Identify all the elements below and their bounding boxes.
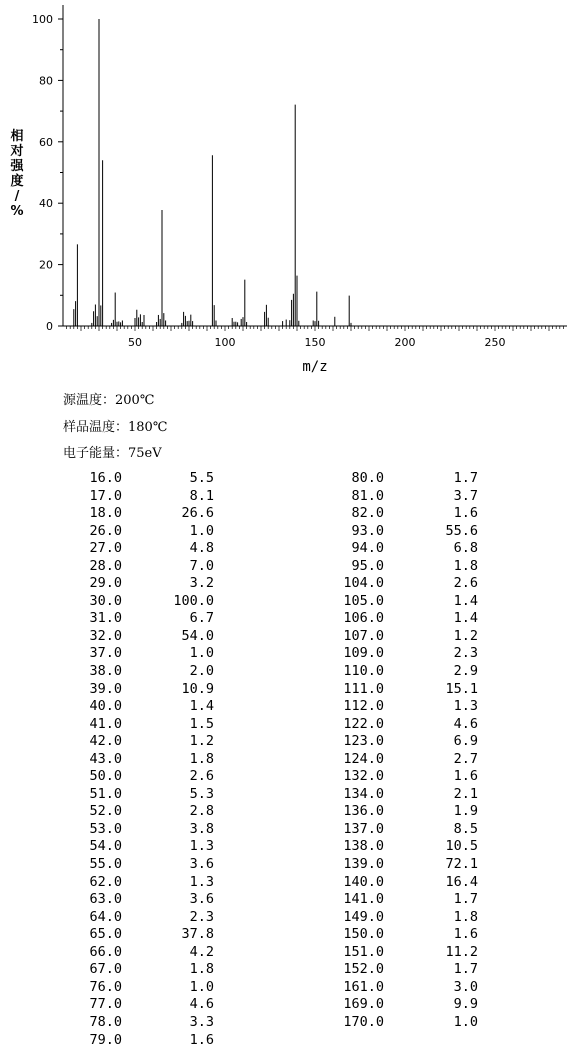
- peak-table-row: [60, 628, 220, 646]
- peak-table-row: [320, 768, 480, 786]
- peak-mz-value: 122.0: [343, 716, 384, 734]
- peak-abundance-value: 4.6: [454, 716, 478, 734]
- peak-table-row: [320, 488, 480, 506]
- peak-mz-value: 124.0: [343, 751, 384, 769]
- peak-table-row: [60, 821, 220, 839]
- peak-table-row: [60, 470, 220, 488]
- peak-abundance-value: 54.0: [181, 628, 214, 646]
- peak-mz-value: 94.0: [351, 540, 384, 558]
- y-tick-label: 100: [32, 13, 53, 26]
- peak-abundance-value: 1.2: [190, 733, 214, 751]
- peak-mz-value: 152.0: [343, 961, 384, 979]
- peak-mz-value: 151.0: [343, 944, 384, 962]
- peak-table-row: [320, 470, 480, 488]
- electron-energy: 电子能量：75eV: [63, 442, 162, 461]
- peak-mz-value: 53.0: [89, 821, 122, 839]
- peak-abundance-value: 2.9: [454, 663, 478, 681]
- peak-mz-value: 138.0: [343, 838, 384, 856]
- peak-abundance-value: 1.6: [190, 1032, 214, 1049]
- mass-spectrum-chart: [0, 0, 570, 380]
- peak-mz-value: 80.0: [351, 470, 384, 488]
- peak-mz-value: 76.0: [89, 979, 122, 997]
- peak-mz-value: 104.0: [343, 575, 384, 593]
- peak-abundance-value: 2.1: [454, 786, 478, 804]
- peak-mz-value: 39.0: [89, 681, 122, 699]
- peak-mz-value: 30.0: [89, 593, 122, 611]
- y-tick-label: 20: [39, 259, 53, 272]
- peak-table-row: [60, 961, 220, 979]
- x-axis-label: m/z: [302, 359, 327, 375]
- peak-table-row: [60, 944, 220, 962]
- peak-abundance-value: 2.8: [190, 803, 214, 821]
- peak-mz-value: 63.0: [89, 891, 122, 909]
- peak-mz-value: 16.0: [89, 470, 122, 488]
- peak-mz-value: 109.0: [343, 645, 384, 663]
- y-tick-label: 0: [46, 320, 53, 333]
- peak-abundance-value: 1.8: [190, 961, 214, 979]
- x-tick-label: 100: [215, 336, 236, 349]
- x-tick-label: 250: [485, 336, 506, 349]
- y-tick-label: 80: [39, 74, 53, 87]
- peak-table-row: [320, 698, 480, 716]
- peak-mz-value: 141.0: [343, 891, 384, 909]
- peak-mz-value: 139.0: [343, 856, 384, 874]
- peak-table-row: [60, 874, 220, 892]
- peak-table-row: [320, 1014, 480, 1032]
- x-tick-label: 200: [395, 336, 416, 349]
- peak-table-row: [60, 558, 220, 576]
- peak-abundance-value: 3.6: [190, 856, 214, 874]
- peak-table-row: [320, 856, 480, 874]
- peak-mz-value: 41.0: [89, 716, 122, 734]
- peak-mz-value: 67.0: [89, 961, 122, 979]
- peak-table-right: [320, 470, 480, 1032]
- peak-mz-value: 18.0: [89, 505, 122, 523]
- peak-abundance-value: 1.7: [454, 470, 478, 488]
- peak-mz-value: 136.0: [343, 803, 384, 821]
- peak-mz-value: 28.0: [89, 558, 122, 576]
- peak-table-left: [60, 470, 220, 1049]
- x-tick-label: 150: [305, 336, 326, 349]
- peak-mz-value: 26.0: [89, 523, 122, 541]
- peak-abundance-value: 6.9: [454, 733, 478, 751]
- peak-abundance-value: 2.3: [454, 645, 478, 663]
- peak-table-row: [320, 593, 480, 611]
- peak-table-row: [60, 768, 220, 786]
- peak-table-row: [60, 698, 220, 716]
- peak-abundance-value: 1.3: [454, 698, 478, 716]
- peak-abundance-value: 55.6: [445, 523, 478, 541]
- peak-mz-value: 105.0: [343, 593, 384, 611]
- peak-table-row: [60, 926, 220, 944]
- peak-mz-value: 27.0: [89, 540, 122, 558]
- peak-mz-value: 32.0: [89, 628, 122, 646]
- peak-mz-value: 77.0: [89, 996, 122, 1014]
- peak-table-row: [320, 909, 480, 927]
- peak-mz-value: 65.0: [89, 926, 122, 944]
- peak-table-row: [320, 821, 480, 839]
- peak-table-row: [320, 645, 480, 663]
- peak-table-row: [60, 681, 220, 699]
- peak-abundance-value: 72.1: [445, 856, 478, 874]
- peak-mz-value: 123.0: [343, 733, 384, 751]
- peak-abundance-value: 10.5: [445, 838, 478, 856]
- peak-abundance-value: 1.0: [190, 979, 214, 997]
- peak-mz-value: 93.0: [351, 523, 384, 541]
- peak-abundance-value: 1.7: [454, 891, 478, 909]
- spectrum-peaks: [74, 19, 351, 326]
- peak-mz-value: 161.0: [343, 979, 384, 997]
- peak-mz-value: 50.0: [89, 768, 122, 786]
- peak-table-row: [320, 716, 480, 734]
- peak-mz-value: 66.0: [89, 944, 122, 962]
- peak-table-row: [60, 803, 220, 821]
- peak-mz-value: 51.0: [89, 786, 122, 804]
- peak-abundance-value: 2.6: [454, 575, 478, 593]
- peak-table-row: [60, 645, 220, 663]
- peak-table-row: [60, 979, 220, 997]
- peak-abundance-value: 3.0: [454, 979, 478, 997]
- peak-table-row: [60, 505, 220, 523]
- peak-abundance-value: 4.2: [190, 944, 214, 962]
- peak-abundance-value: 2.7: [454, 751, 478, 769]
- peak-mz-value: 82.0: [351, 505, 384, 523]
- peak-table-row: [320, 628, 480, 646]
- peak-table-row: [60, 1032, 220, 1049]
- peak-mz-value: 149.0: [343, 909, 384, 927]
- peak-mz-value: 62.0: [89, 874, 122, 892]
- peak-table-row: [320, 786, 480, 804]
- peak-table-row: [320, 979, 480, 997]
- peak-mz-value: 29.0: [89, 575, 122, 593]
- peak-abundance-value: 9.9: [454, 996, 478, 1014]
- peak-abundance-value: 15.1: [445, 681, 478, 699]
- peak-table-row: [320, 558, 480, 576]
- peak-abundance-value: 5.5: [190, 470, 214, 488]
- peak-table-row: [320, 610, 480, 628]
- peak-mz-value: 38.0: [89, 663, 122, 681]
- peak-mz-value: 170.0: [343, 1014, 384, 1032]
- peak-abundance-value: 3.7: [454, 488, 478, 506]
- peak-abundance-value: 37.8: [181, 926, 214, 944]
- peak-mz-value: 43.0: [89, 751, 122, 769]
- peak-table-row: [60, 663, 220, 681]
- peak-abundance-value: 8.1: [190, 488, 214, 506]
- x-tick-label: 50: [128, 336, 142, 349]
- peak-abundance-value: 5.3: [190, 786, 214, 804]
- chart-axes: [32, 5, 567, 349]
- peak-abundance-value: 2.6: [190, 768, 214, 786]
- peak-table-row: [60, 786, 220, 804]
- peak-mz-value: 17.0: [89, 488, 122, 506]
- peak-mz-value: 107.0: [343, 628, 384, 646]
- peak-mz-value: 40.0: [89, 698, 122, 716]
- peak-table-row: [320, 523, 480, 541]
- peak-table-row: [320, 751, 480, 769]
- peak-abundance-value: 1.4: [454, 593, 478, 611]
- peak-table-row: [60, 1014, 220, 1032]
- peak-abundance-value: 1.0: [454, 1014, 478, 1032]
- peak-mz-value: 54.0: [89, 838, 122, 856]
- peak-mz-value: 134.0: [343, 786, 384, 804]
- peak-abundance-value: 1.3: [190, 838, 214, 856]
- y-tick-label: 60: [39, 136, 53, 149]
- sample-temperature: 样品温度：180℃: [63, 416, 167, 435]
- peak-abundance-value: 1.6: [454, 505, 478, 523]
- peak-table-row: [320, 961, 480, 979]
- peak-abundance-value: 1.0: [190, 645, 214, 663]
- peak-table-row: [320, 891, 480, 909]
- peak-mz-value: 150.0: [343, 926, 384, 944]
- peak-abundance-value: 1.7: [454, 961, 478, 979]
- peak-table-row: [320, 838, 480, 856]
- peak-abundance-value: 1.8: [454, 909, 478, 927]
- peak-mz-value: 137.0: [343, 821, 384, 839]
- peak-table-row: [60, 733, 220, 751]
- peak-mz-value: 81.0: [351, 488, 384, 506]
- peak-table-row: [60, 856, 220, 874]
- peak-table-row: [320, 733, 480, 751]
- peak-abundance-value: 6.8: [454, 540, 478, 558]
- peak-abundance-value: 1.8: [454, 558, 478, 576]
- peak-table-row: [320, 663, 480, 681]
- peak-table-row: [60, 575, 220, 593]
- peak-mz-value: 78.0: [89, 1014, 122, 1032]
- peak-mz-value: 64.0: [89, 909, 122, 927]
- peak-table-row: [60, 593, 220, 611]
- peak-table-row: [60, 610, 220, 628]
- peak-abundance-value: 1.6: [454, 926, 478, 944]
- peak-mz-value: 106.0: [343, 610, 384, 628]
- peak-abundance-value: 8.5: [454, 821, 478, 839]
- peak-mz-value: 112.0: [343, 698, 384, 716]
- peak-table-row: [60, 838, 220, 856]
- peak-abundance-value: 11.2: [445, 944, 478, 962]
- peak-abundance-value: 1.0: [190, 523, 214, 541]
- peak-abundance-value: 16.4: [445, 874, 478, 892]
- peak-table-row: [320, 803, 480, 821]
- peak-abundance-value: 100.0: [173, 593, 214, 611]
- peak-table-row: [320, 874, 480, 892]
- peak-abundance-value: 1.6: [454, 768, 478, 786]
- peak-abundance-value: 3.6: [190, 891, 214, 909]
- peak-abundance-value: 4.6: [190, 996, 214, 1014]
- peak-table-row: [60, 751, 220, 769]
- peak-mz-value: 31.0: [89, 610, 122, 628]
- peak-mz-value: 55.0: [89, 856, 122, 874]
- peak-mz-value: 132.0: [343, 768, 384, 786]
- peak-table-row: [60, 540, 220, 558]
- peak-mz-value: 42.0: [89, 733, 122, 751]
- peak-abundance-value: 3.8: [190, 821, 214, 839]
- peak-abundance-value: 1.8: [190, 751, 214, 769]
- peak-mz-value: 52.0: [89, 803, 122, 821]
- peak-table-row: [60, 523, 220, 541]
- peak-table-row: [60, 488, 220, 506]
- peak-abundance-value: 6.7: [190, 610, 214, 628]
- peak-table-row: [60, 996, 220, 1014]
- peak-abundance-value: 1.9: [454, 803, 478, 821]
- peak-table-row: [60, 909, 220, 927]
- peak-table-row: [320, 505, 480, 523]
- peak-table-row: [320, 996, 480, 1014]
- peak-mz-value: 95.0: [351, 558, 384, 576]
- peak-abundance-value: 2.3: [190, 909, 214, 927]
- peak-abundance-value: 3.3: [190, 1014, 214, 1032]
- peak-mz-value: 111.0: [343, 681, 384, 699]
- peak-mz-value: 169.0: [343, 996, 384, 1014]
- peak-table-row: [60, 716, 220, 734]
- peak-mz-value: 79.0: [89, 1032, 122, 1049]
- peak-abundance-value: 1.4: [190, 698, 214, 716]
- y-tick-label: 40: [39, 197, 53, 210]
- peak-table-row: [320, 926, 480, 944]
- peak-abundance-value: 4.8: [190, 540, 214, 558]
- peak-table-row: [60, 891, 220, 909]
- peak-table-row: [320, 540, 480, 558]
- peak-abundance-value: 1.5: [190, 716, 214, 734]
- peak-abundance-value: 26.6: [181, 505, 214, 523]
- peak-table-row: [320, 575, 480, 593]
- peak-abundance-value: 10.9: [181, 681, 214, 699]
- peak-abundance-value: 3.2: [190, 575, 214, 593]
- peak-mz-value: 110.0: [343, 663, 384, 681]
- peak-mz-value: 140.0: [343, 874, 384, 892]
- peak-abundance-value: 1.3: [190, 874, 214, 892]
- peak-abundance-value: 2.0: [190, 663, 214, 681]
- peak-mz-value: 37.0: [89, 645, 122, 663]
- source-temperature: 源温度：200℃: [63, 389, 154, 408]
- peak-abundance-value: 1.4: [454, 610, 478, 628]
- peak-table-row: [320, 944, 480, 962]
- peak-abundance-value: 7.0: [190, 558, 214, 576]
- peak-abundance-value: 1.2: [454, 628, 478, 646]
- y-axis-label: 相对强度/ %: [9, 128, 24, 219]
- peak-table-row: [320, 681, 480, 699]
